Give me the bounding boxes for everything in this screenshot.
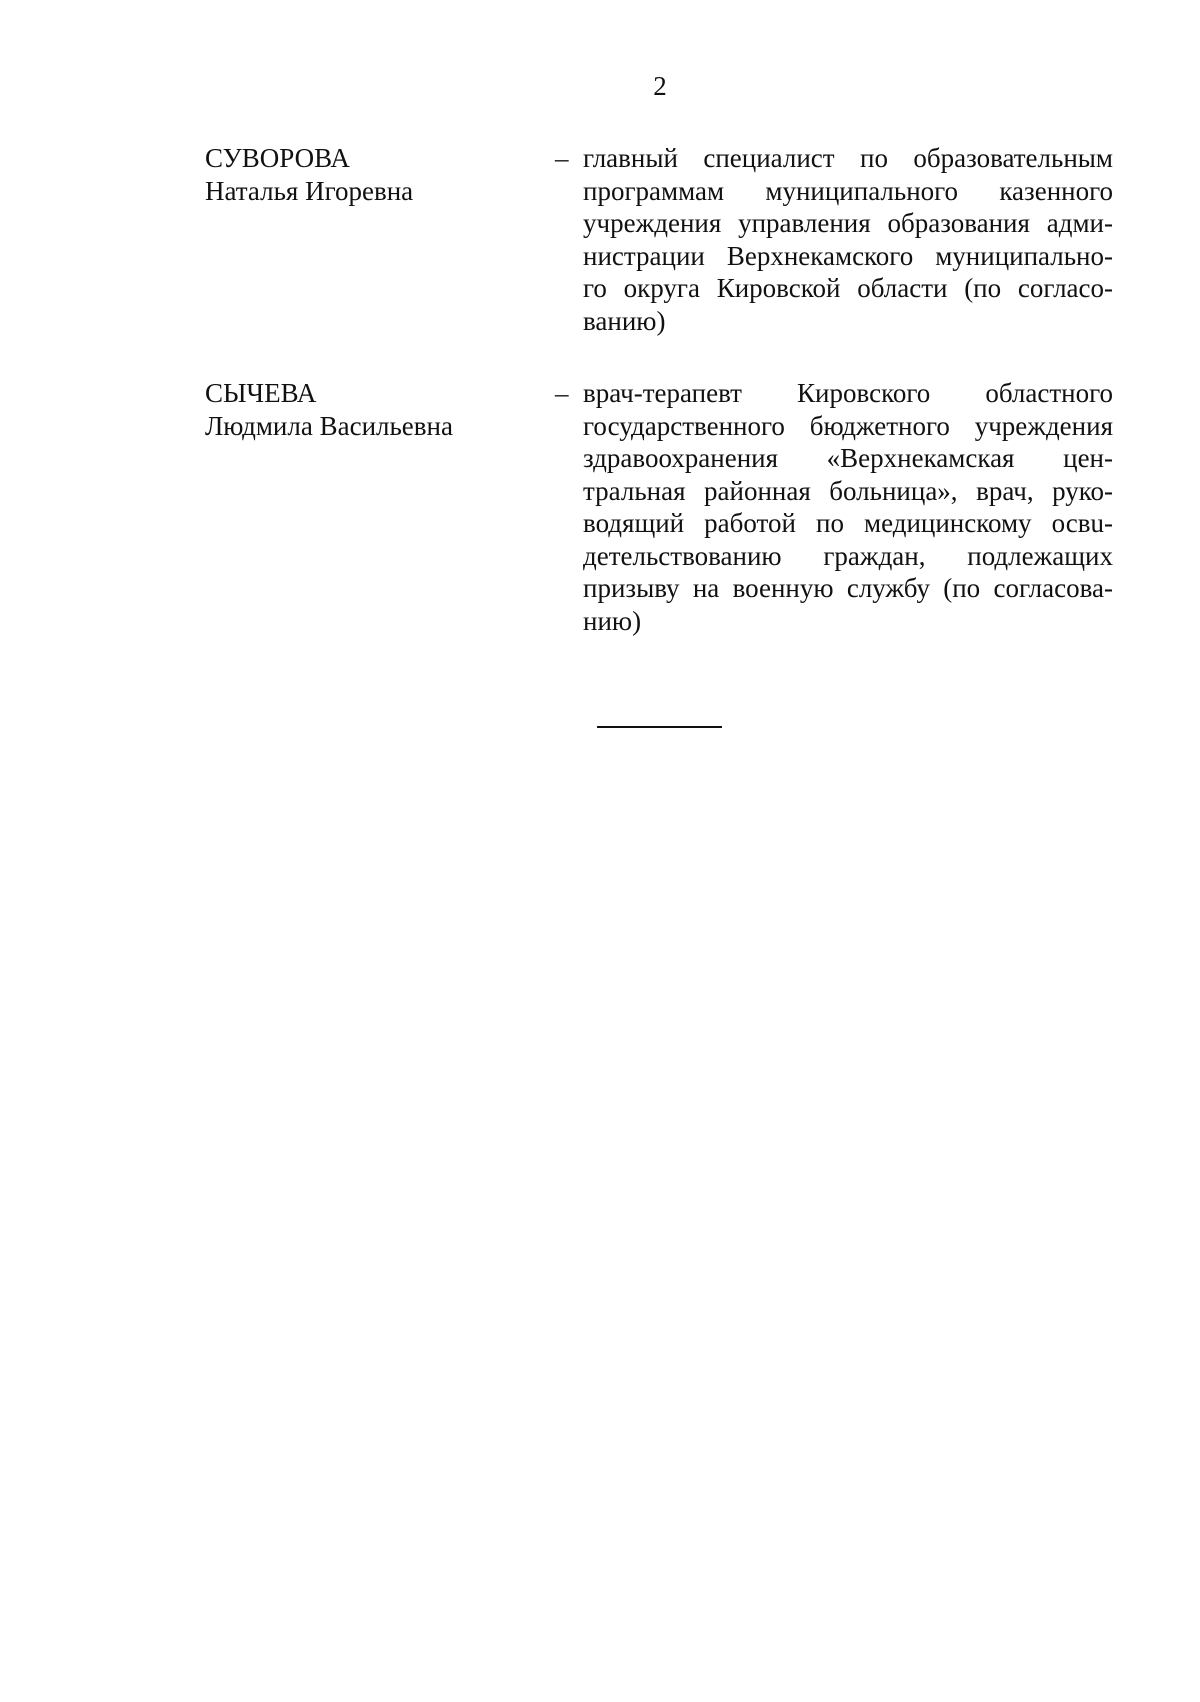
- role-line: главный специалист по образовательным: [583, 143, 1113, 173]
- end-of-list-rule: [597, 726, 722, 728]
- member-role: [583, 377, 1113, 637]
- member-entry: [205, 142, 1115, 337]
- member-name: [205, 142, 555, 337]
- member-role: [583, 142, 1113, 337]
- member-entry: [205, 377, 1115, 637]
- role-line: нию): [583, 605, 642, 636]
- role-line: врач-терапевт Кировского областного: [583, 378, 1113, 408]
- role-line: здравоохранения «Верхнекамская цен-: [583, 443, 1113, 473]
- role-line: призыву на военную службу (по согласова-: [583, 573, 1113, 603]
- role-line: водящий работой по медицинскому освu-: [583, 508, 1113, 538]
- role-line: детельствованию граждан, подлежащих: [583, 540, 1113, 571]
- role-line: го округа Кировской области (по согласо-: [583, 273, 1113, 303]
- role-line: нистрации Верхнекамского муниципально-: [583, 240, 1113, 271]
- page-number: 2: [653, 71, 667, 101]
- role-line: государственного бюджетного учреждения: [583, 410, 1113, 441]
- member-surname: СУВОРОВА: [205, 143, 350, 173]
- role-line: учреждения управления образования адми-: [583, 208, 1113, 238]
- members-list: [205, 142, 1115, 677]
- role-line: ванию): [583, 305, 666, 336]
- member-given-names: Людмила Васильевна: [205, 410, 453, 441]
- dash-separator: –: [555, 378, 569, 408]
- member-given-names: Наталья Игоревна: [205, 175, 414, 206]
- dash-separator: –: [555, 143, 569, 173]
- member-surname: СЫЧЕВА: [205, 378, 317, 408]
- member-name: [205, 377, 555, 637]
- role-line: программам муниципального казенного: [583, 175, 1113, 206]
- role-line: тральная районная больница», врач, руко-: [583, 475, 1113, 506]
